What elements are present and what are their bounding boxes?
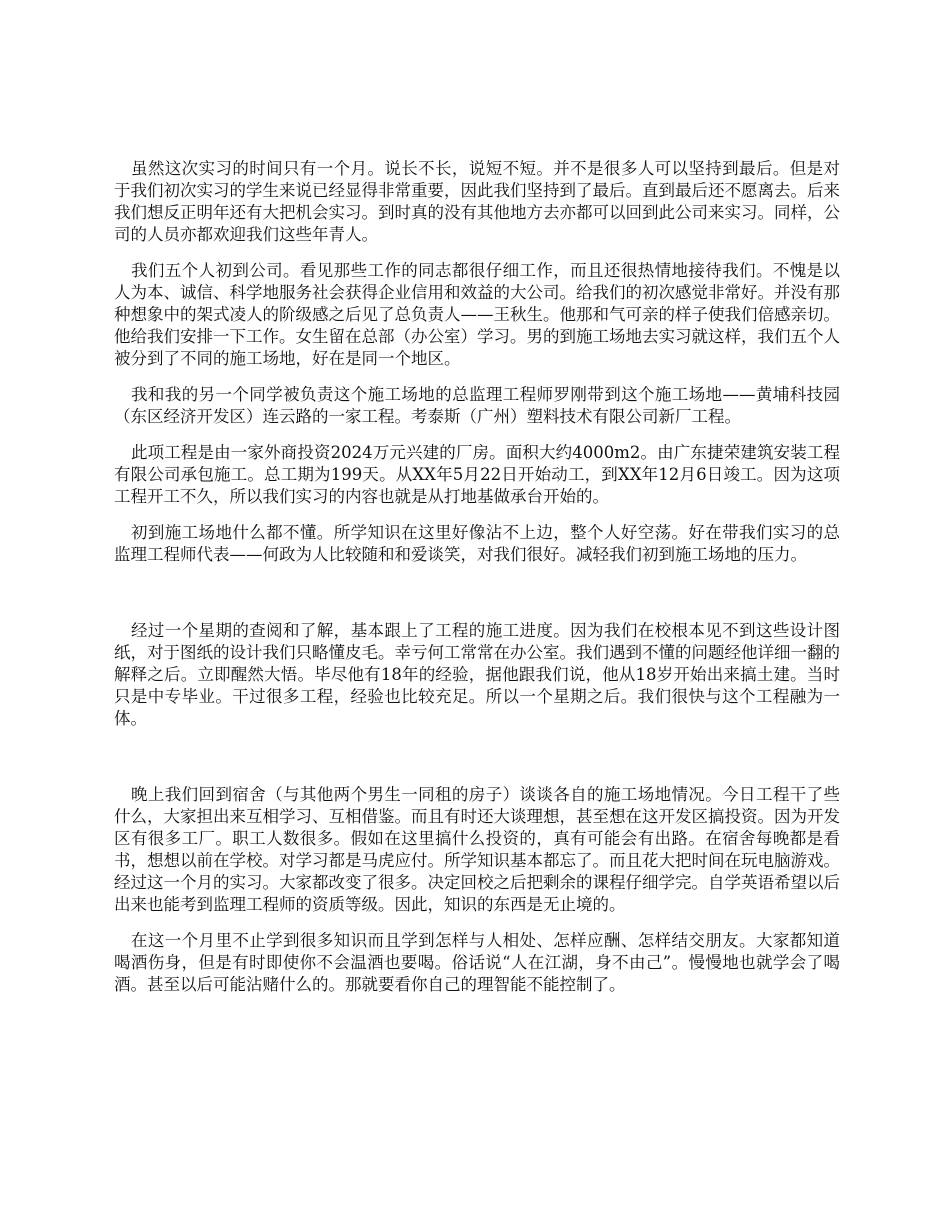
paragraph-dormitory-evenings: 晚上我们回到宿舍（与其他两个男生一同租的房子）谈谈各自的施工场地情况。今日工程干了些什么，大家担出来互相学习、互相借鉴。而且有时还大谈理想，甚至想在这开发区搞投资。因为开发区有很多工厂。职工人数很多。假如在这里搞什么投资的，真有可能会有出路。在宿舍每晚都是看书，想想以前在学校。对学习都是马虎应付。所学知识基本都忘了。而且花大把时间在玩电脑游戏。经过这一个月的实习。大家都改变了很多。决定回校之后把剩余的课程仔细学完。自学英语希望以后出来也能考到监理工程师的资质等级。因此，知识的东西是无止境的。: [114, 785, 840, 914]
paragraph-first-days: 初到施工场地什么都不懂。所学知识在这里好像沾不上边，整个人好空荡。好在带我们实习的总监理工程师代表——何政为人比较随和和爱谈笑，对我们很好。减轻我们初到施工场地的压力。: [114, 523, 840, 564]
paragraph-gap: [114, 580, 840, 620]
paragraph-project-details: 此项工程是由一家外商投资2024万元兴建的厂房。面积大约4000m2。由广东捷荣建筑安装工程有限公司承包施工。总工期为199天。从XX年5月22日开始动工，到XX年12月6日竣工。因为这项工程开工不久，所以我们实习的内容也就是从打地基做承台开始的。: [114, 443, 840, 506]
paragraph-construction-site: 我和我的另一个同学被负责这个施工场地的总监理工程师罗刚带到这个施工场地——黄埔科技园（东区经济开发区）连云路的一家工程。考泰斯（广州）塑料技术有限公司新厂工程。: [114, 385, 840, 426]
paragraph-social-lessons: 在这一个月里不止学到很多知识而且学到怎样与人相处、怎样应酬、怎样结交朋友。大家都知道喝酒伤身，但是有时即使你不会温酒也要喝。俗话说“人在江湖，身不由己”。慢慢地也就学会了喝酒。甚至以后可能沾赌什么的。那就要看你自己的理智能不能控制了。: [114, 931, 840, 994]
paragraph-internship-duration: 虽然这次实习的时间只有一个月。说长不长，说短不短。并不是很多人可以坚持到最后。但是对于我们初次实习的学生来说已经显得非常重要，因此我们坚持到了最后。直到最后还不愿离去。后来我们想反正明年还有大把机会实习。到时真的没有其他地方去亦都可以回到此公司来实习。同样，公司的人员亦都欢迎我们这些年青人。: [114, 159, 840, 244]
paragraph-gap: [114, 744, 840, 784]
paragraph-first-week: 经过一个星期的查阅和了解，基本跟上了工程的施工进度。因为我们在校根本见不到这些设计图纸，对于图纸的设计我们只略懂皮毛。幸亏何工常常在办公室。我们遇到不懂的问题经他详细一翻的解释之后。立即醒然大悟。毕尽他有18年的经验，据他跟我们说，他从18岁开始出来搞土建。当时只是中专毕业。干过很多工程，经验也比较充足。所以一个星期之后。我们很快与这个工程融为一体。: [114, 621, 840, 728]
document-page: [114, 158, 840, 1010]
paragraph-arrival-at-company: 我们五个人初到公司。看见那些工作的同志都很仔细工作，而且还很热情地接待我们。不愧是以人为本、诚信、科学地服务社会获得企业信用和效益的大公司。给我们的初次感觉非常好。并没有那种想象中的架式凌人的阶级感之后见了总负责人——王秋生。他那和气可亲的样子使我们倍感亲切。他给我们安排一下工作。女生留在总部（办公室）学习。男的到施工场地去实习就这样，我们五个人被分到了不同的施工场地，好在是同一个地区。: [114, 261, 840, 368]
